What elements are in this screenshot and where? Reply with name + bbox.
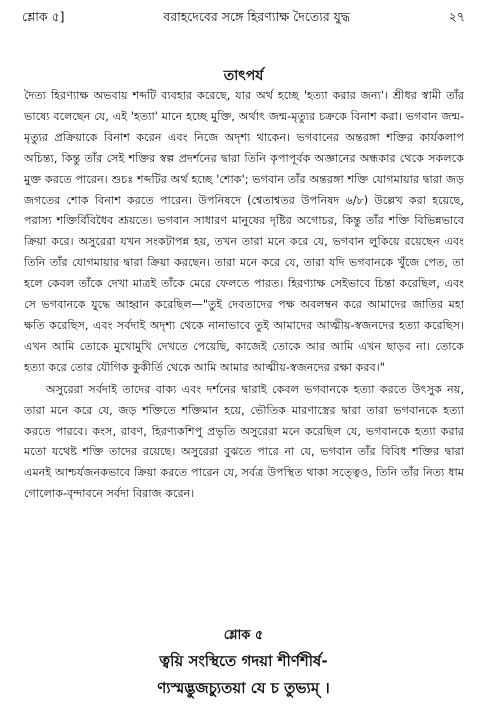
purport-body [24, 86, 464, 505]
verse-line: ত্বয়ি সংস্থিতে গদয়া শীর্ণশীর্ষ- [159, 652, 328, 670]
purport-paragraph: অসুরেরা সর্বদাই তাদের বাক্য এবং দর্শনের দ্বারাই কেবল ভগবানকে হত্যা করতে উৎসুক নয়, তারা মনে করে যে, জড় শক্তিতে শক্তিমান হয়ে, ভৌতিক মারণাস্ত্রের দ্বারা তারা ভগবানকে হত্যা করতে পারবে। কংস, রাবণ, হিরণ্যকশিপু প্রভৃতি অসুরেরা মনে করেছিল যে, ভগবানকে হত্যা করার মতো যথেষ্ট শক্তি তাদের রয়েছে। অসুরেরা বুঝতে পারে না যে, ভগবান তাঁর বিবিধ শক্তির দ্বারা এমনই আশ্চর্যজনকভাবে ক্রিয়া করতে পারেন যে, সর্বত্র উপস্থিত থাকা সত্ত্বেও, তিনি তাঁর নিত্য ধাম গোলোক-বৃন্দাবনে সর্বদা বিরাজ করেন। [24, 382, 464, 501]
verse-line: ণ্যস্মদ্ভুজচ্যুতয়া যে চ তুভ্যম্ । [157, 679, 330, 697]
running-title: বরাহদেবের সঙ্গে হিরণ্যাক্ষ দৈত্যের যুদ্ধ [163, 9, 351, 24]
verse-label: শ্লোক ৫ [223, 628, 264, 643]
chapter-reference: শ্লোক ৫] [22, 9, 65, 24]
page-number: ২৭ [448, 9, 465, 24]
purport-paragraph: দৈত্য হিরণ্যাক্ষ অভবায় শব্দটি ব্যবহার করেছে, যার অর্থ হচ্ছে 'হত্যা করার জন্য'। শ্রীধর স্বামী তাঁর ভাষ্যে বলেছেন যে, এই 'হত্যা' মানে হচ্ছে মুক্তি, অর্থাৎ জন্ম-মৃত্যুর চক্রকে বিনাশ করা। ভগবান জন্ম-মৃত্যুর প্রক্রিয়াকে বিনাশ করেন এবং নিজে অদৃশ্য থাকেন। ভগবানের অন্তরঙ্গা শক্তির কার্যকলাপ অচিন্ত্য, কিন্তু তাঁর সেই শক্তির স্বল্প প্রদর্শনের দ্বারা তিনি কৃপাপূর্বক অজ্ঞানের অন্ধকার থেকে সকলকে মুক্ত করতে পারেন। শুচঃ শব্দটির অর্থ হচ্ছে 'শোক'; ভগবান তাঁর অন্তরঙ্গা শক্তি যোগমায়ার দ্বারা জড় জগতের শোক বিনাশ করতে পারেন। উপনিষদে (শ্বেতাশ্বতর উপনিষদ ৬/৮) উল্লেখ করা হয়েছে, পরাস্য শক্তির্বিবিধৈব শ্রূয়তে। ভগবান সাধারণ মানুষের দৃষ্টির অগোচর, কিন্তু তাঁর শক্তি বিভিন্নভাবে ক্রিয়া করে। অসুরেরা যখন সংকটাপন্ন হয়, তখন তারা মনে করে যে, ভগবান লুকিয়ে রয়েছেন এবং তিনি তাঁর যোগমায়ার দ্বারা ক্রিয়া করছেন। তারা মনে করে যে, তারা যদি ভগবানকে খুঁজে পেত, তা হলে কেবল তাঁকে দেখা মাত্রই তাঁকে মেরে ফেলতে পারত। হিরণ্যাক্ষ সেইভাবে চিন্তা করেছিল, এবং সে ভগবানকে যুদ্ধে আহ্বান করেছিল—"তুই দেবতাদের পক্ষ অবলম্বন করে আমাদের জাতির মহা ক্ষতি করেছিস, এবং সর্বদাই অদৃশ্য থেকে নানাভাবে তুই আমাদের আত্মীয়-স্বজনদের হত্যা করেছিস। এখন আমি তোকে মুখোমুখি দেখতে পেয়েছি, কাজেই তোকে আর আমি এখন ছাড়ব না। তোকে হত্যা করে তোর যৌগিক কুকীর্তি থেকে আমি আমার আত্মীয়-স্বজনদের রক্ষা করব।" [24, 89, 464, 374]
purport-heading: তাৎপর্য [223, 68, 264, 84]
running-header [22, 8, 465, 30]
